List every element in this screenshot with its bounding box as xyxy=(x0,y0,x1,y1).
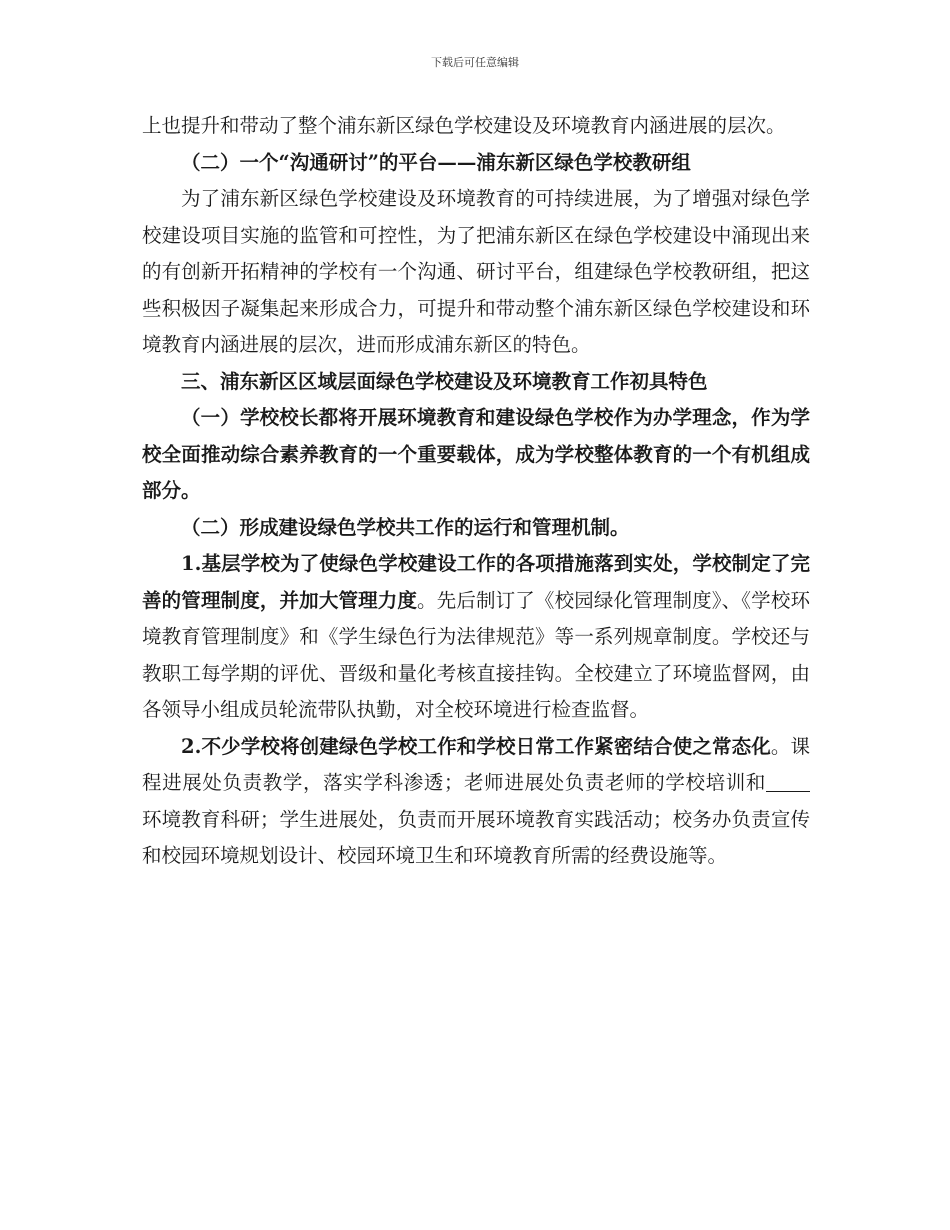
item-2-body-a: 。课程进展处负责教学，落实学科渗透；老师进展处负责老师的学校培训和 xyxy=(142,734,810,794)
paragraph-body: 为了浦东新区绿色学校建设及环境教育的可持续进展，为了增强对绿色学校建设项目实施的监管和可控性，为了把浦东新区在绿色学校建设中涌现出来的有创新开拓精神的学校有一个沟通、研讨平台，组建绿色学校教研组，把这些积极因子凝集起来形成合力，可提升和带动整个浦东新区绿色学校建设和环境教育内涵进展的层次，进而形成浦东新区的特色。 xyxy=(142,187,810,356)
paragraph-item-1 xyxy=(142,546,810,729)
item-1-lead: 1.基层学校为了使绿色学校建设工作的各项措施落到实处，学校制定了完善的管理制度，并加大管理力度 xyxy=(142,552,810,612)
page-header: 下载后可任意编辑 xyxy=(431,56,519,69)
section-heading-3: 三、浦东新区区域层面绿色学校建设及环境教育工作初具特色 xyxy=(181,369,708,393)
item-2-body-b: 环境教育科研；学生进展处，负责而开展环境教育实践活动；校务办负责宣传和校园环境规划设计、校园环境卫生和环境教育所需的经费设施等。 xyxy=(142,807,810,867)
paragraph-continuation: 上也提升和带动了整个浦东新区绿色学校建设及环境教育内涵进展的层次。 xyxy=(142,114,786,137)
blank-underline xyxy=(766,772,810,793)
paragraph-item-2 xyxy=(142,729,810,875)
item-2-lead: 2.不少学校将创建绿色学校工作和学校日常工作紧密结合使之常态化 xyxy=(181,734,771,758)
document-body xyxy=(142,108,810,875)
subsection-heading-2: （二）形成建设绿色学校共工作的运行和管理机制。 xyxy=(181,515,630,539)
item-1-body: 。先后制订了《校园绿化管理制度》、《学校环境教育管理制度》和《学生绿色行为法律规范》等一系列规章制度。学校还与教职工每学期的评优、晋级和量化考核直接挂钩。全校建立了环境监督网，由各领导小组成员轮流带队执勤，对全校环境进行检查监督。 xyxy=(142,588,810,721)
section-heading-2: （二）一个“沟通研讨”的平台——浦东新区绿色学校教研组 xyxy=(181,150,691,174)
subsection-heading-1: （一）学校校长都将开展环境教育和建设绿色学校作为办学理念，作为学校全面推动综合素养教育的一个重要载体，成为学校整体教育的一个有机组成部分。 xyxy=(142,406,810,502)
